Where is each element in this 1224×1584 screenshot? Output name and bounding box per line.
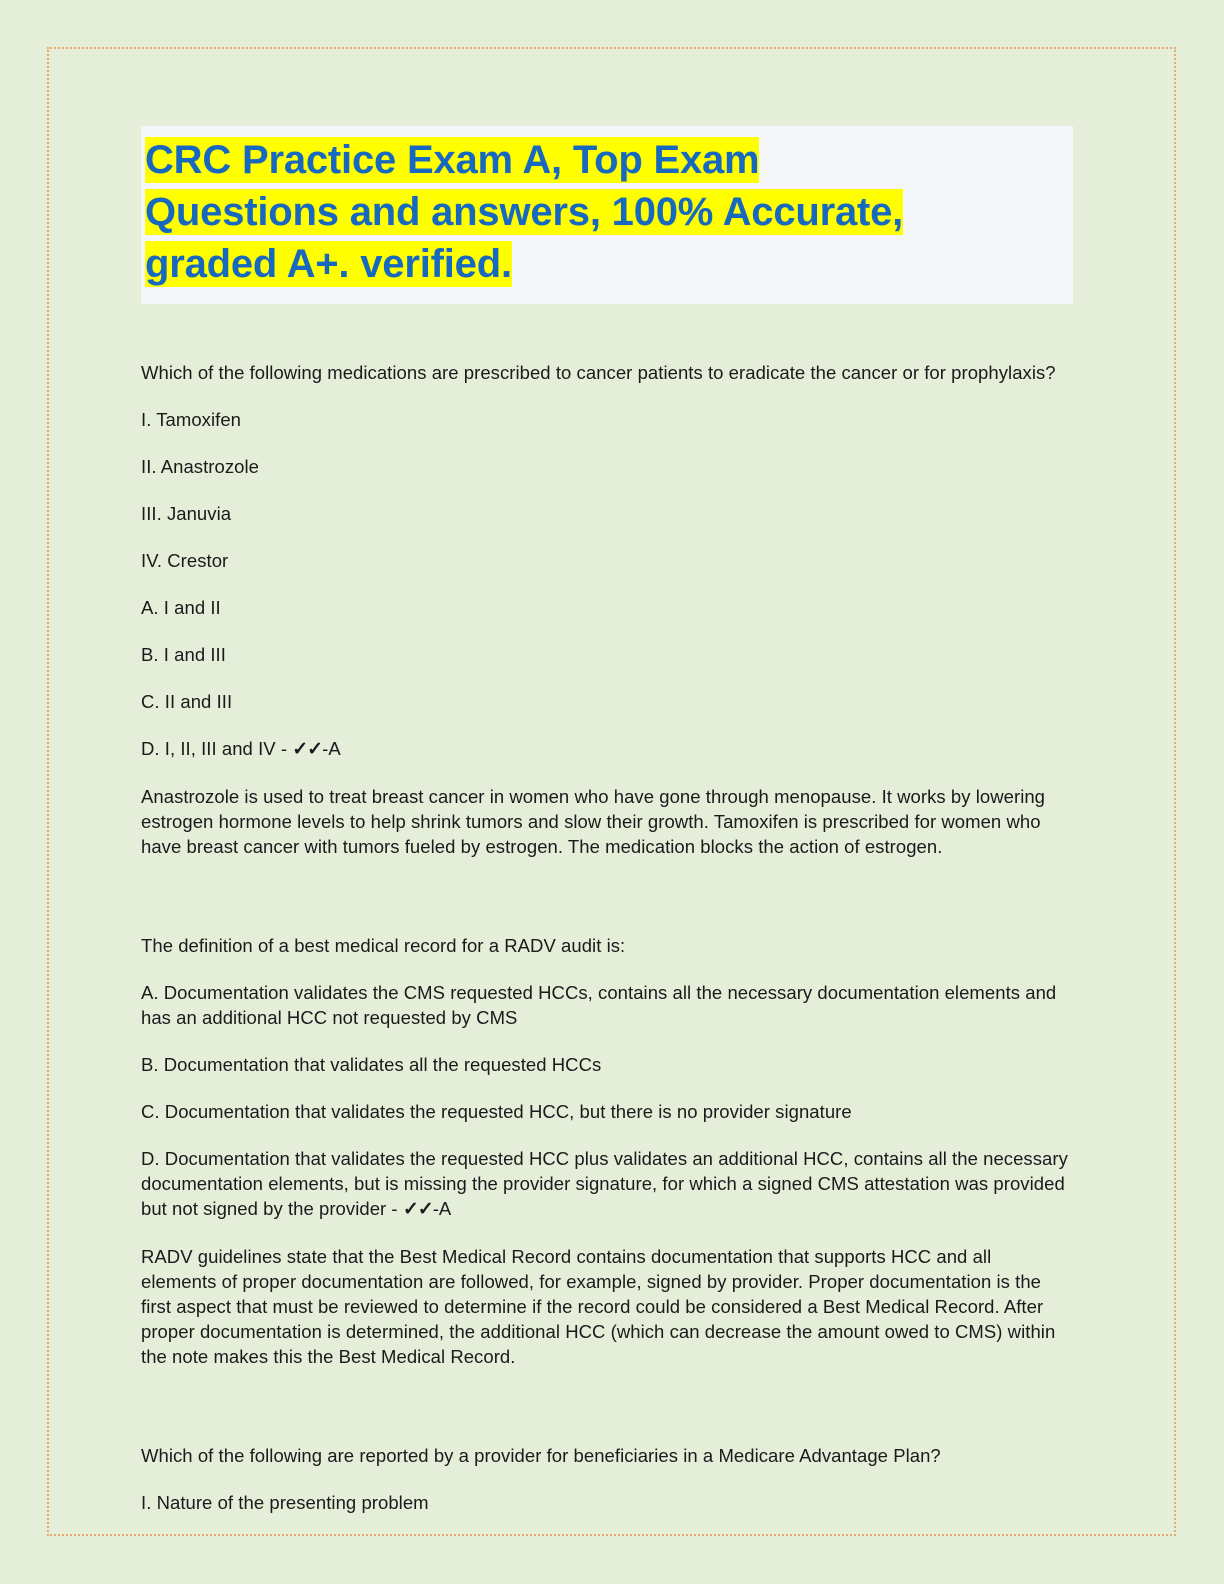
question-1-option-iii: III. Januvia — [141, 503, 232, 524]
title-line-3: graded A+. verified. — [145, 242, 512, 286]
checkmark-icon: ✓✓ — [292, 739, 323, 760]
question-2-choice-b: B. Documentation that validates all the requested HCCs — [141, 1054, 602, 1075]
question-1-choice-b: B. I and III — [141, 644, 226, 665]
page-title — [141, 134, 1073, 290]
question-3-stem: Which of the following are reported by a provider for beneficiaries in a Medicare Advantage Plan? — [141, 1445, 941, 1466]
question-1-option-iv: IV. Crestor — [141, 550, 229, 571]
question-1-choice-d-text: D. I, II, III and IV - — [141, 738, 293, 759]
question-1-option-ii: II. Anastrozole — [141, 456, 259, 477]
question-2-stem: The definition of a best medical record for a RADV audit is: — [141, 935, 626, 956]
question-2-choice-d — [141, 1146, 1071, 1222]
document-title-block — [141, 126, 1073, 304]
title-line-1: CRC Practice Exam A, Top Exam — [145, 138, 760, 182]
question-2-choice-a: A. Documentation validates the CMS requested HCCs, contains all the necessary documentation elements and has an additional HCC not requested by CMS — [141, 982, 1057, 1028]
question-2-rationale: RADV guidelines state that the Best Medical Record contains documentation that supports HCC and all elements of proper documentation are followed, for example, signed by provider. Proper documentation is the first aspect that must be reviewed to determine if the record could be considered a Best Medical Record. After proper documentation is determined, the additional HCC (which can decrease the amount owed to CMS) within the note makes this the Best Medical Record. — [141, 1246, 1056, 1367]
title-line-2: Questions and answers, 100% Accurate, — [145, 190, 904, 234]
question-1-option-i: I. Tamoxifen — [141, 409, 242, 430]
question-3-option-i: I. Nature of the presenting problem — [141, 1492, 429, 1513]
page-content — [141, 126, 1081, 1537]
question-1-choice-c: C. II and III — [141, 691, 233, 712]
question-1-choice-a: A. I and II — [141, 597, 221, 618]
question-1-rationale: Anastrozole is used to treat breast cancer in women who have gone through menopause. It works by lowering estrogen hormone levels to help shrink tumors and slow their growth. Tamoxifen is prescribed for women who have breast cancer with tumors fueled by estrogen. The medication blocks the action of estrogen. — [141, 786, 1046, 857]
question-1-stem: Which of the following medications are prescribed to cancer patients to eradicate the cancer or for prophylaxis? — [141, 362, 1056, 383]
question-1-answer-key: -A — [322, 738, 341, 759]
question-2-choice-d-text: D. Documentation that validates the requested HCC plus validates an additional HCC, contains all the necessary documentation elements, but is missing the provider signature, for which a signed CMS attestation was provided but not signed by the provider - — [141, 1148, 1068, 1219]
checkmark-icon: ✓✓ — [402, 1199, 433, 1220]
question-2-choice-c: C. Documentation that validates the requested HCC, but there is no provider signature — [141, 1101, 852, 1122]
question-1-choice-d — [141, 736, 1071, 762]
document-body — [141, 360, 1071, 1515]
question-2-answer-key: -A — [432, 1198, 452, 1219]
